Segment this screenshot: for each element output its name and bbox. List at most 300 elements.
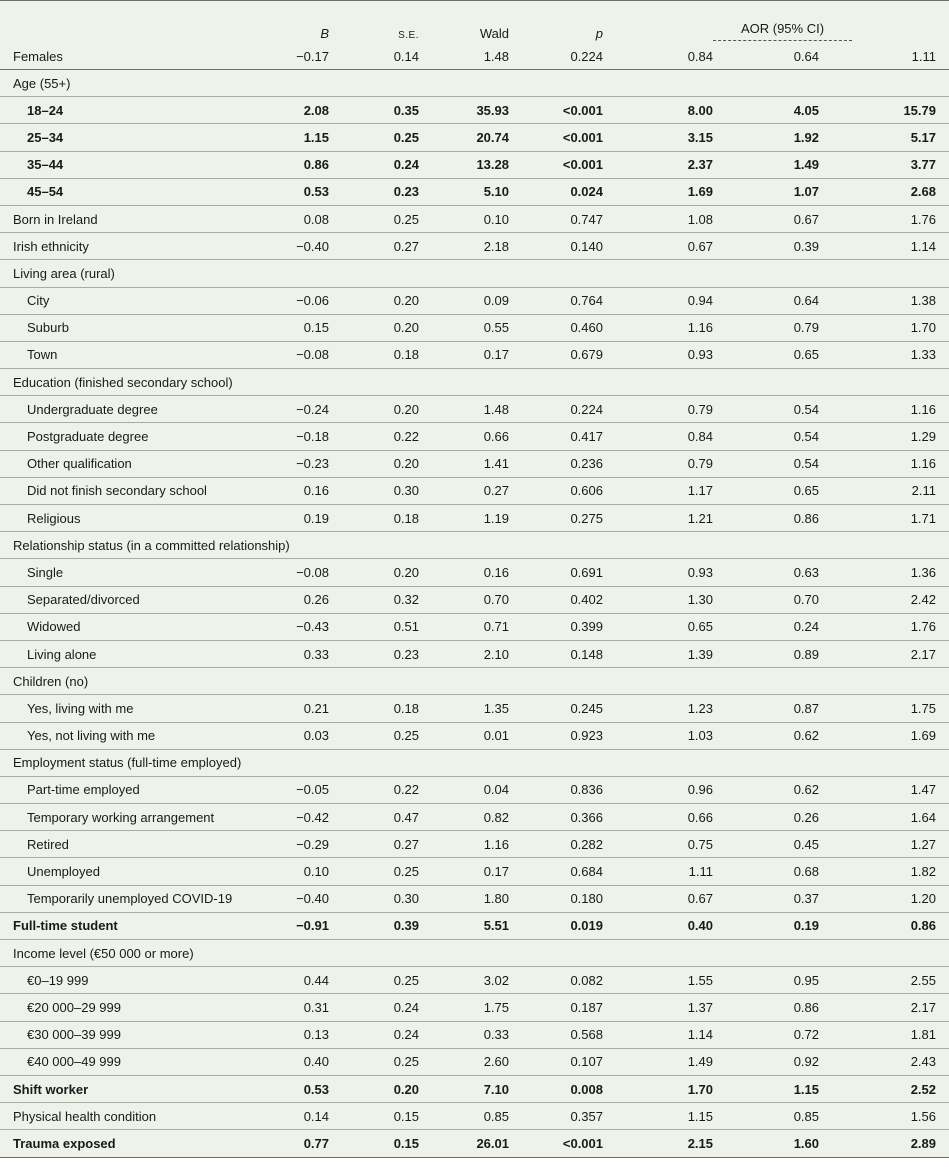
cell-p: 0.691 (522, 559, 616, 586)
row-label: Yes, not living with me (0, 722, 250, 749)
cell-p: 0.224 (522, 396, 616, 423)
cell-ci-low: 0.86 (726, 994, 832, 1021)
cell-b: −0.29 (250, 831, 342, 858)
table-row (0, 314, 949, 341)
table-row (0, 97, 949, 124)
cell-aor: 1.08 (616, 205, 726, 232)
cell-ci-high: 1.47 (832, 776, 949, 803)
cell-wald: 7.10 (432, 1075, 522, 1102)
cell-b: −0.40 (250, 885, 342, 912)
cell-aor: 1.37 (616, 994, 726, 1021)
cell-b: −0.42 (250, 804, 342, 831)
cell-aor (616, 260, 726, 287)
cell-aor: 0.67 (616, 233, 726, 260)
table-row (0, 695, 949, 722)
cell-wald: 2.60 (432, 1048, 522, 1075)
row-label: Separated/divorced (0, 586, 250, 613)
cell-se: 0.25 (342, 967, 432, 994)
cell-ci-high: 2.17 (832, 640, 949, 667)
cell-b: 0.26 (250, 586, 342, 613)
cell-ci-high: 1.38 (832, 287, 949, 314)
cell-ci-high (832, 749, 949, 776)
cell-ci-low: 0.70 (726, 586, 832, 613)
table-row (0, 885, 949, 912)
cell-wald: 1.75 (432, 994, 522, 1021)
cell-se: 0.30 (342, 885, 432, 912)
cell-aor (616, 369, 726, 396)
cell-ci-high: 1.64 (832, 804, 949, 831)
cell-aor: 1.39 (616, 640, 726, 667)
cell-se (342, 260, 432, 287)
table-row (0, 151, 949, 178)
cell-wald: 0.82 (432, 804, 522, 831)
cell-se: 0.25 (342, 205, 432, 232)
cell-b: 0.44 (250, 967, 342, 994)
cell-ci-low: 1.15 (726, 1075, 832, 1102)
cell-se: 0.30 (342, 477, 432, 504)
cell-se: 0.27 (342, 831, 432, 858)
cell-aor (616, 940, 726, 967)
cell-wald (432, 940, 522, 967)
cell-p: 0.140 (522, 233, 616, 260)
cell-ci-low (726, 532, 832, 559)
cell-b: −0.17 (296, 48, 329, 64)
cell-aor: 1.69 (616, 178, 726, 205)
table-group-row (0, 668, 949, 695)
cell-se: 0.35 (342, 97, 432, 124)
row-label: 45–54 (0, 178, 250, 205)
table-row (0, 640, 949, 667)
cell-wald: 3.02 (432, 967, 522, 994)
cell-p: 0.923 (522, 722, 616, 749)
cell-b: 0.86 (250, 151, 342, 178)
cell-ci-high: 5.17 (832, 124, 949, 151)
cell-se: 0.20 (342, 287, 432, 314)
cell-ci-high: 1.11 (911, 48, 936, 64)
cell-ci-low: 0.64 (793, 48, 819, 64)
table-group-row (0, 532, 949, 559)
cell-aor: 1.70 (616, 1075, 726, 1102)
row-label: €20 000–29 999 (0, 994, 250, 1021)
row-label: Full-time student (0, 912, 250, 939)
row-label: €30 000–39 999 (0, 1021, 250, 1048)
cell-ci-low: 0.54 (726, 450, 832, 477)
cell-p: 0.402 (522, 586, 616, 613)
cell-se: 0.25 (342, 858, 432, 885)
cell-aor: 1.03 (616, 722, 726, 749)
cell-p (522, 940, 616, 967)
cell-ci-low: 0.85 (726, 1103, 832, 1130)
row-label: Town (0, 341, 250, 368)
cell-ci-low (726, 749, 832, 776)
cell-p: 0.764 (522, 287, 616, 314)
cell-aor: 0.93 (616, 559, 726, 586)
row-label: Religious (0, 505, 250, 532)
cell-wald: 0.85 (432, 1103, 522, 1130)
row-label: Widowed (0, 613, 250, 640)
table-row-first (0, 43, 949, 70)
cell-b: 0.77 (250, 1130, 342, 1157)
group-label: Relationship status (in a committed relationship) (0, 532, 250, 559)
cell-aor (616, 749, 726, 776)
table-row (0, 1130, 949, 1157)
cell-ci-low: 0.68 (726, 858, 832, 885)
cell-ci-high: 2.17 (832, 994, 949, 1021)
row-label: Single (0, 559, 250, 586)
cell-aor: 2.15 (616, 1130, 726, 1157)
cell-p: 0.187 (522, 994, 616, 1021)
cell-b: 0.10 (250, 858, 342, 885)
cell-b: −0.06 (250, 287, 342, 314)
table-row (0, 1021, 949, 1048)
cell-ci-high: 1.76 (832, 205, 949, 232)
cell-se (342, 940, 432, 967)
cell-b: 0.16 (250, 477, 342, 504)
header-p: p (595, 26, 603, 41)
cell-p (522, 749, 616, 776)
cell-aor: 1.49 (616, 1048, 726, 1075)
cell-se: 0.47 (342, 804, 432, 831)
table-row (0, 287, 949, 314)
cell-b: −0.05 (250, 776, 342, 803)
cell-aor (616, 532, 726, 559)
cell-b: −0.08 (250, 341, 342, 368)
cell-aor: 0.40 (616, 912, 726, 939)
cell-se: 0.14 (393, 48, 419, 64)
row-label: Trauma exposed (0, 1130, 250, 1157)
cell-wald: 0.04 (432, 776, 522, 803)
cell-se: 0.22 (342, 776, 432, 803)
cell-p: 0.236 (522, 450, 616, 477)
cell-aor: 0.84 (616, 423, 726, 450)
cell-wald: 1.80 (432, 885, 522, 912)
table-row (0, 613, 949, 640)
cell-ci-low (726, 70, 832, 97)
cell-wald: 1.19 (432, 505, 522, 532)
table-row (0, 858, 949, 885)
table-row (0, 776, 949, 803)
cell-se: 0.20 (342, 314, 432, 341)
cell-p: <0.001 (522, 1130, 616, 1157)
cell-ci-high: 1.16 (832, 396, 949, 423)
row-label: 25–34 (0, 124, 250, 151)
cell-wald: 1.16 (432, 831, 522, 858)
cell-se: 0.20 (342, 559, 432, 586)
row-label: Living alone (0, 640, 250, 667)
cell-wald: 0.71 (432, 613, 522, 640)
cell-wald: 0.70 (432, 586, 522, 613)
cell-b: 0.31 (250, 994, 342, 1021)
cell-p: 0.679 (522, 341, 616, 368)
table-group-row (0, 369, 949, 396)
cell-b: 0.15 (250, 314, 342, 341)
cell-ci-high (832, 532, 949, 559)
cell-b: −0.43 (250, 613, 342, 640)
group-label: Living area (rural) (0, 260, 250, 287)
cell-ci-low (726, 940, 832, 967)
cell-p: 0.836 (522, 776, 616, 803)
table-row (0, 1103, 949, 1130)
cell-aor: 0.67 (616, 885, 726, 912)
cell-b (250, 940, 342, 967)
cell-ci-low: 0.62 (726, 722, 832, 749)
cell-p (522, 668, 616, 695)
table-group-row (0, 260, 949, 287)
cell-p: 0.282 (522, 831, 616, 858)
cell-se (342, 532, 432, 559)
row-label: Shift worker (0, 1075, 250, 1102)
cell-ci-high: 1.33 (832, 341, 949, 368)
header-blank (0, 1, 250, 44)
cell-p: 0.245 (522, 695, 616, 722)
cell-aor: 0.66 (616, 804, 726, 831)
cell-se: 0.51 (342, 613, 432, 640)
cell-p: 0.357 (522, 1103, 616, 1130)
row-label: Suburb (0, 314, 250, 341)
cell-ci-high: 1.70 (832, 314, 949, 341)
table-row (0, 912, 949, 939)
cell-se: 0.25 (342, 1048, 432, 1075)
cell-wald: 0.17 (432, 858, 522, 885)
cell-b (250, 70, 342, 97)
cell-ci-high: 1.56 (832, 1103, 949, 1130)
table-body (0, 70, 949, 1158)
cell-p (522, 369, 616, 396)
table-row (0, 804, 949, 831)
cell-b: −0.18 (250, 423, 342, 450)
row-label: Temporarily unemployed COVID-19 (0, 885, 250, 912)
cell-ci-low: 0.64 (726, 287, 832, 314)
cell-ci-low: 1.49 (726, 151, 832, 178)
cell-ci-high: 1.29 (832, 423, 949, 450)
cell-ci-high: 1.14 (832, 233, 949, 260)
cell-p: 0.366 (522, 804, 616, 831)
cell-aor: 1.30 (616, 586, 726, 613)
cell-wald: 0.66 (432, 423, 522, 450)
cell-wald: 1.41 (432, 450, 522, 477)
cell-ci-low (726, 668, 832, 695)
cell-se: 0.18 (342, 695, 432, 722)
table-row (0, 722, 949, 749)
cell-wald: 13.28 (432, 151, 522, 178)
cell-wald: 0.55 (432, 314, 522, 341)
cell-ci-high (832, 369, 949, 396)
cell-b: −0.91 (250, 912, 342, 939)
cell-ci-low: 0.26 (726, 804, 832, 831)
row-label: Physical health condition (0, 1103, 250, 1130)
cell-ci-high: 2.68 (832, 178, 949, 205)
cell-ci-low: 1.07 (726, 178, 832, 205)
row-label: 35–44 (0, 151, 250, 178)
table-row (0, 477, 949, 504)
cell-wald: 35.93 (432, 97, 522, 124)
header-wald: Wald (479, 26, 509, 41)
header-aor-label: AOR (95% CI) (713, 21, 852, 41)
cell-aor: 2.37 (616, 151, 726, 178)
cell-se: 0.25 (342, 722, 432, 749)
cell-ci-high: 1.27 (832, 831, 949, 858)
cell-b: 0.03 (250, 722, 342, 749)
table-row (0, 124, 949, 151)
table-row (0, 396, 949, 423)
cell-p: <0.001 (522, 97, 616, 124)
row-label: Postgraduate degree (0, 423, 250, 450)
row-label: Unemployed (0, 858, 250, 885)
cell-ci-high: 2.89 (832, 1130, 949, 1157)
cell-se: 0.39 (342, 912, 432, 939)
table-row (0, 994, 949, 1021)
cell-aor: 1.16 (616, 314, 726, 341)
cell-ci-high (832, 70, 949, 97)
cell-aor (616, 668, 726, 695)
cell-ci-low: 0.92 (726, 1048, 832, 1075)
group-label: Income level (€50 000 or more) (0, 940, 250, 967)
cell-wald: 20.74 (432, 124, 522, 151)
cell-ci-low: 0.72 (726, 1021, 832, 1048)
table-row (0, 967, 949, 994)
cell-wald: 0.10 (432, 205, 522, 232)
cell-ci-high: 1.69 (832, 722, 949, 749)
cell-wald: 1.48 (432, 396, 522, 423)
cell-b: −0.08 (250, 559, 342, 586)
cell-se: 0.25 (342, 124, 432, 151)
cell-se: 0.20 (342, 396, 432, 423)
cell-p: 0.082 (522, 967, 616, 994)
cell-se: 0.22 (342, 423, 432, 450)
group-label: Age (55+) (0, 70, 250, 97)
table-row (0, 450, 949, 477)
cell-ci-high: 2.52 (832, 1075, 949, 1102)
table-group-row (0, 749, 949, 776)
cell-wald (432, 369, 522, 396)
cell-ci-low: 0.54 (726, 396, 832, 423)
cell-ci-high: 1.71 (832, 505, 949, 532)
cell-aor: 1.11 (616, 858, 726, 885)
row-label: Born in Ireland (0, 205, 250, 232)
cell-aor: 0.93 (616, 341, 726, 368)
cell-se: 0.24 (342, 994, 432, 1021)
cell-wald: 1.35 (432, 695, 522, 722)
cell-b: 1.15 (250, 124, 342, 151)
cell-b (250, 369, 342, 396)
cell-b: 0.40 (250, 1048, 342, 1075)
cell-ci-low: 4.05 (726, 97, 832, 124)
cell-ci-low: 0.37 (726, 885, 832, 912)
cell-ci-high (832, 668, 949, 695)
row-label: City (0, 287, 250, 314)
row-label: Undergraduate degree (0, 396, 250, 423)
header-b: B (320, 26, 329, 41)
cell-b: 0.21 (250, 695, 342, 722)
cell-wald (432, 749, 522, 776)
cell-p: 0.180 (522, 885, 616, 912)
cell-aor: 1.15 (616, 1103, 726, 1130)
table-row (0, 1075, 949, 1102)
table-group-row (0, 70, 949, 97)
cell-se: 0.18 (342, 341, 432, 368)
cell-se: 0.20 (342, 1075, 432, 1102)
cell-b: 0.53 (250, 178, 342, 205)
group-label: Education (finished secondary school) (0, 369, 250, 396)
cell-wald (432, 260, 522, 287)
cell-ci-high: 1.75 (832, 695, 949, 722)
cell-aor: 0.65 (616, 613, 726, 640)
cell-ci-high: 1.20 (832, 885, 949, 912)
cell-p: 0.224 (570, 48, 603, 64)
cell-ci-high: 1.76 (832, 613, 949, 640)
cell-p: 0.148 (522, 640, 616, 667)
cell-wald: 0.17 (432, 341, 522, 368)
cell-b (250, 749, 342, 776)
cell-wald: 0.16 (432, 559, 522, 586)
cell-b: 0.08 (250, 205, 342, 232)
cell-ci-high: 1.36 (832, 559, 949, 586)
cell-p (522, 260, 616, 287)
cell-wald: 0.33 (432, 1021, 522, 1048)
row-label: Females (13, 48, 63, 64)
cell-aor: 0.75 (616, 831, 726, 858)
row-label: Did not finish secondary school (0, 477, 250, 504)
cell-se: 0.32 (342, 586, 432, 613)
cell-aor: 8.00 (616, 97, 726, 124)
cell-p: 0.275 (522, 505, 616, 532)
cell-wald: 1.48 (483, 48, 509, 64)
cell-ci-low (726, 260, 832, 287)
table-row (0, 341, 949, 368)
cell-b: 0.14 (250, 1103, 342, 1130)
cell-p: 0.008 (522, 1075, 616, 1102)
cell-aor: 1.23 (616, 695, 726, 722)
cell-wald (432, 532, 522, 559)
cell-se: 0.23 (342, 178, 432, 205)
cell-se (342, 749, 432, 776)
table-row (0, 233, 949, 260)
cell-ci-low: 0.62 (726, 776, 832, 803)
cell-ci-low: 0.65 (726, 341, 832, 368)
cell-aor (616, 70, 726, 97)
cell-p: 0.019 (522, 912, 616, 939)
cell-se (342, 70, 432, 97)
row-label: €0–19 999 (0, 967, 250, 994)
cell-wald: 0.27 (432, 477, 522, 504)
cell-ci-low: 1.92 (726, 124, 832, 151)
cell-p (522, 70, 616, 97)
cell-wald (432, 668, 522, 695)
header-se: S.E. (398, 30, 419, 41)
cell-se: 0.27 (342, 233, 432, 260)
table-row (0, 178, 949, 205)
cell-wald: 5.10 (432, 178, 522, 205)
table-row (0, 586, 949, 613)
cell-ci-low: 0.19 (726, 912, 832, 939)
cell-ci-high: 15.79 (832, 97, 949, 124)
cell-p: <0.001 (522, 124, 616, 151)
header-aor (616, 1, 949, 44)
cell-ci-low: 0.63 (726, 559, 832, 586)
cell-b: 0.13 (250, 1021, 342, 1048)
cell-ci-low: 0.89 (726, 640, 832, 667)
cell-ci-high: 1.16 (832, 450, 949, 477)
cell-ci-low: 0.79 (726, 314, 832, 341)
cell-p: 0.417 (522, 423, 616, 450)
cell-aor: 1.17 (616, 477, 726, 504)
cell-se: 0.24 (342, 151, 432, 178)
cell-ci-low: 0.39 (726, 233, 832, 260)
cell-p: 0.684 (522, 858, 616, 885)
cell-ci-high: 1.82 (832, 858, 949, 885)
cell-ci-high (832, 260, 949, 287)
row-label: Part-time employed (0, 776, 250, 803)
